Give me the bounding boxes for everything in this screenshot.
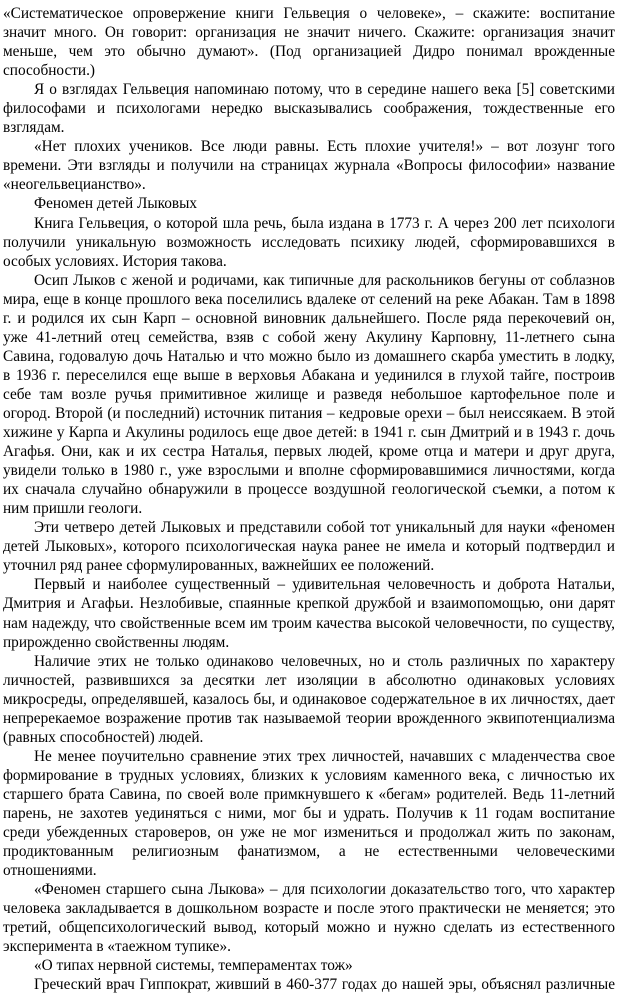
- text-line: продиктованным религиозным фанатизмом, а не естественными человеческими: [3, 843, 615, 861]
- text-line: отношениями.: [3, 862, 97, 880]
- text-line: получили уникальную возможность исследовать психику людей, сформировавшихся в: [3, 233, 615, 251]
- text-line: «Феномен старшего сына Лыкова» – для психологии доказательство того, что характер: [34, 881, 615, 899]
- text-line: способности.): [3, 62, 96, 80]
- text-line: Эти четверо детей Лыковых и представили собой тот уникальный для науки «феномен: [34, 519, 615, 537]
- text-line: детей Лыковых», которого психологическая наука ранее не имела и который подтвердил и: [3, 538, 615, 556]
- text-line: Наличие этих не только одинаково человечных, но и столь различных по характеру: [34, 652, 615, 670]
- text-line: огород. Второй (и последний) источник питания – кедровые орехи – был неиссякаем. В этой: [3, 404, 615, 422]
- text-line: «неогельвецианство».: [3, 176, 146, 194]
- text-line: «Систематическое опровержение книги Гельвеция о человеке», – скажите: воспитание: [3, 5, 615, 22]
- text-line: времени. Эти взгляды и получили на страницах журнала «Вопросы философии» название: [3, 157, 615, 175]
- text-line: увидели только в 1980 г., уже взрослыми и вполне сформировавшимися личностями, когда: [3, 462, 615, 480]
- text-line: Не менее поучительно сравнение этих трех личностей, начавших с младенчества свое: [34, 747, 615, 765]
- text-line: Первый и наиболее существенный – удивительная человечность и доброта Натальи,: [34, 576, 615, 594]
- text-line: старшего брата Савина, по своей воле примкнувшего к «бегам» родителей. Ведь 11-летний: [3, 785, 615, 803]
- text-line: формирование в трудных условиях, близких к условиям каменного века, с личностью их: [3, 766, 615, 784]
- text-line: меньше, чем это обычно думают». (Под организацией Дидро понимал врожденные: [3, 43, 615, 61]
- text-line: в 1936 г. переселился еще выше в верховья Абакана и уединился в глухой тайге, построив: [3, 366, 615, 384]
- text-line: Дмитрия и Агафьи. Незлобивые, спаянные крепкой дружбой и взаимопомощью, они дарят: [3, 595, 615, 613]
- text-line: Книга Гельвеция, о которой шла речь, была издана в 1773 г. А через 200 лет психологи: [34, 214, 615, 232]
- text-line: человека закладывается в дошкольном возрасте и после этого практически не меняется; это: [3, 900, 615, 918]
- text-line: Агафья. Они, как и их сестра Наталья, первых людей, кроме отца и матери и друг друга,: [3, 443, 615, 461]
- text-line: Я о взглядах Гельвеция напоминаю потому, что в середине нашего века [5] советскими: [34, 81, 615, 99]
- text-line: взглядам.: [3, 119, 65, 137]
- text-line: парень, не захотев уединяться с ними, мог бы и удрать. Получив к 11 годам воспитание: [3, 804, 615, 822]
- text-line: Осип Лыков с женой и родичами, как типичные для раскольников бегуны от соблазнов: [34, 271, 615, 289]
- text-line: хижине у Карпа и Акулины родилось еще двое детей: в 1941 г. сын Дмитрий и в 1943 г. дочь: [3, 424, 615, 442]
- text-line: третий, общепсихологический вывод, который можно и нужно сделать из естественного: [3, 919, 615, 937]
- text-line: г. и родился их сын Карп – основной виновник дальнейшего. После ряда перекочевий он,: [3, 309, 615, 327]
- text-line: Греческий врач Гиппократ, живший в 460-377 годах до нашей эры, объяснял различные: [34, 976, 615, 994]
- text-line: «О типах нервной системы, темпераментах тож»: [34, 957, 353, 975]
- text-line: эксперимента в «таежном тупике».: [3, 938, 231, 956]
- text-line: ним пришли геологи.: [3, 500, 143, 518]
- text-line: «Нет плохих учеников. Все люди равны. Есть плохие учителя!» – вот лозунг того: [34, 138, 615, 156]
- text-line: мира, еще в конце прошлого века поселились вдалеке от селений на реке Абакан. Там в 1898: [3, 290, 615, 308]
- text-line: прирожденно свойственны людям.: [3, 633, 230, 651]
- text-line: среди убежденных староверов, он уже не мог измениться и продолжал жить по законам,: [3, 824, 615, 842]
- text-line: личностей, развившихся за десятки лет изоляции в абсолютно одинаковых условиях: [3, 671, 615, 689]
- text-line: значит много. Он говорит: организация не значит ничего. Скажите: организация значит: [3, 24, 615, 42]
- text-line: нам надежду, что свойственные всем им троим качества высокой человечности, по существу,: [3, 614, 615, 632]
- text-line: (равных способностей) людей.: [3, 728, 204, 746]
- text-line: особых условиях. История такова.: [3, 252, 227, 270]
- text-line: уже 41-летний отец семейства, взяв с собой жену Акулину Карповну, 11-летнего сына: [3, 328, 615, 346]
- text-line: себе там возле ручья примитивное жилище и разведя небольшое картофельное поле и: [3, 385, 615, 403]
- text-line: Феномен детей Лыковых: [34, 195, 198, 213]
- text-line: микросреды, определявшей, казалось бы, и одинаковое содержательное в их личностях, дает: [3, 690, 615, 708]
- text-line: Савина, годовалую дочь Наталью и что можно было из домашнего скарба уместить в лодку,: [3, 347, 615, 365]
- text-line: непререкаемое возражение против так называемой теории врожденного эквипотенциализма: [3, 709, 615, 727]
- text-line: их сначала случайно обнаружили в процессе воздушной геологической съемки, а потом к: [3, 481, 615, 499]
- text-line: философами и психологами нередко высказывались соображения, тождественные его: [3, 100, 615, 118]
- text-line: уточнил ряд ранее сформулированных, важнейших ее положений.: [3, 557, 435, 575]
